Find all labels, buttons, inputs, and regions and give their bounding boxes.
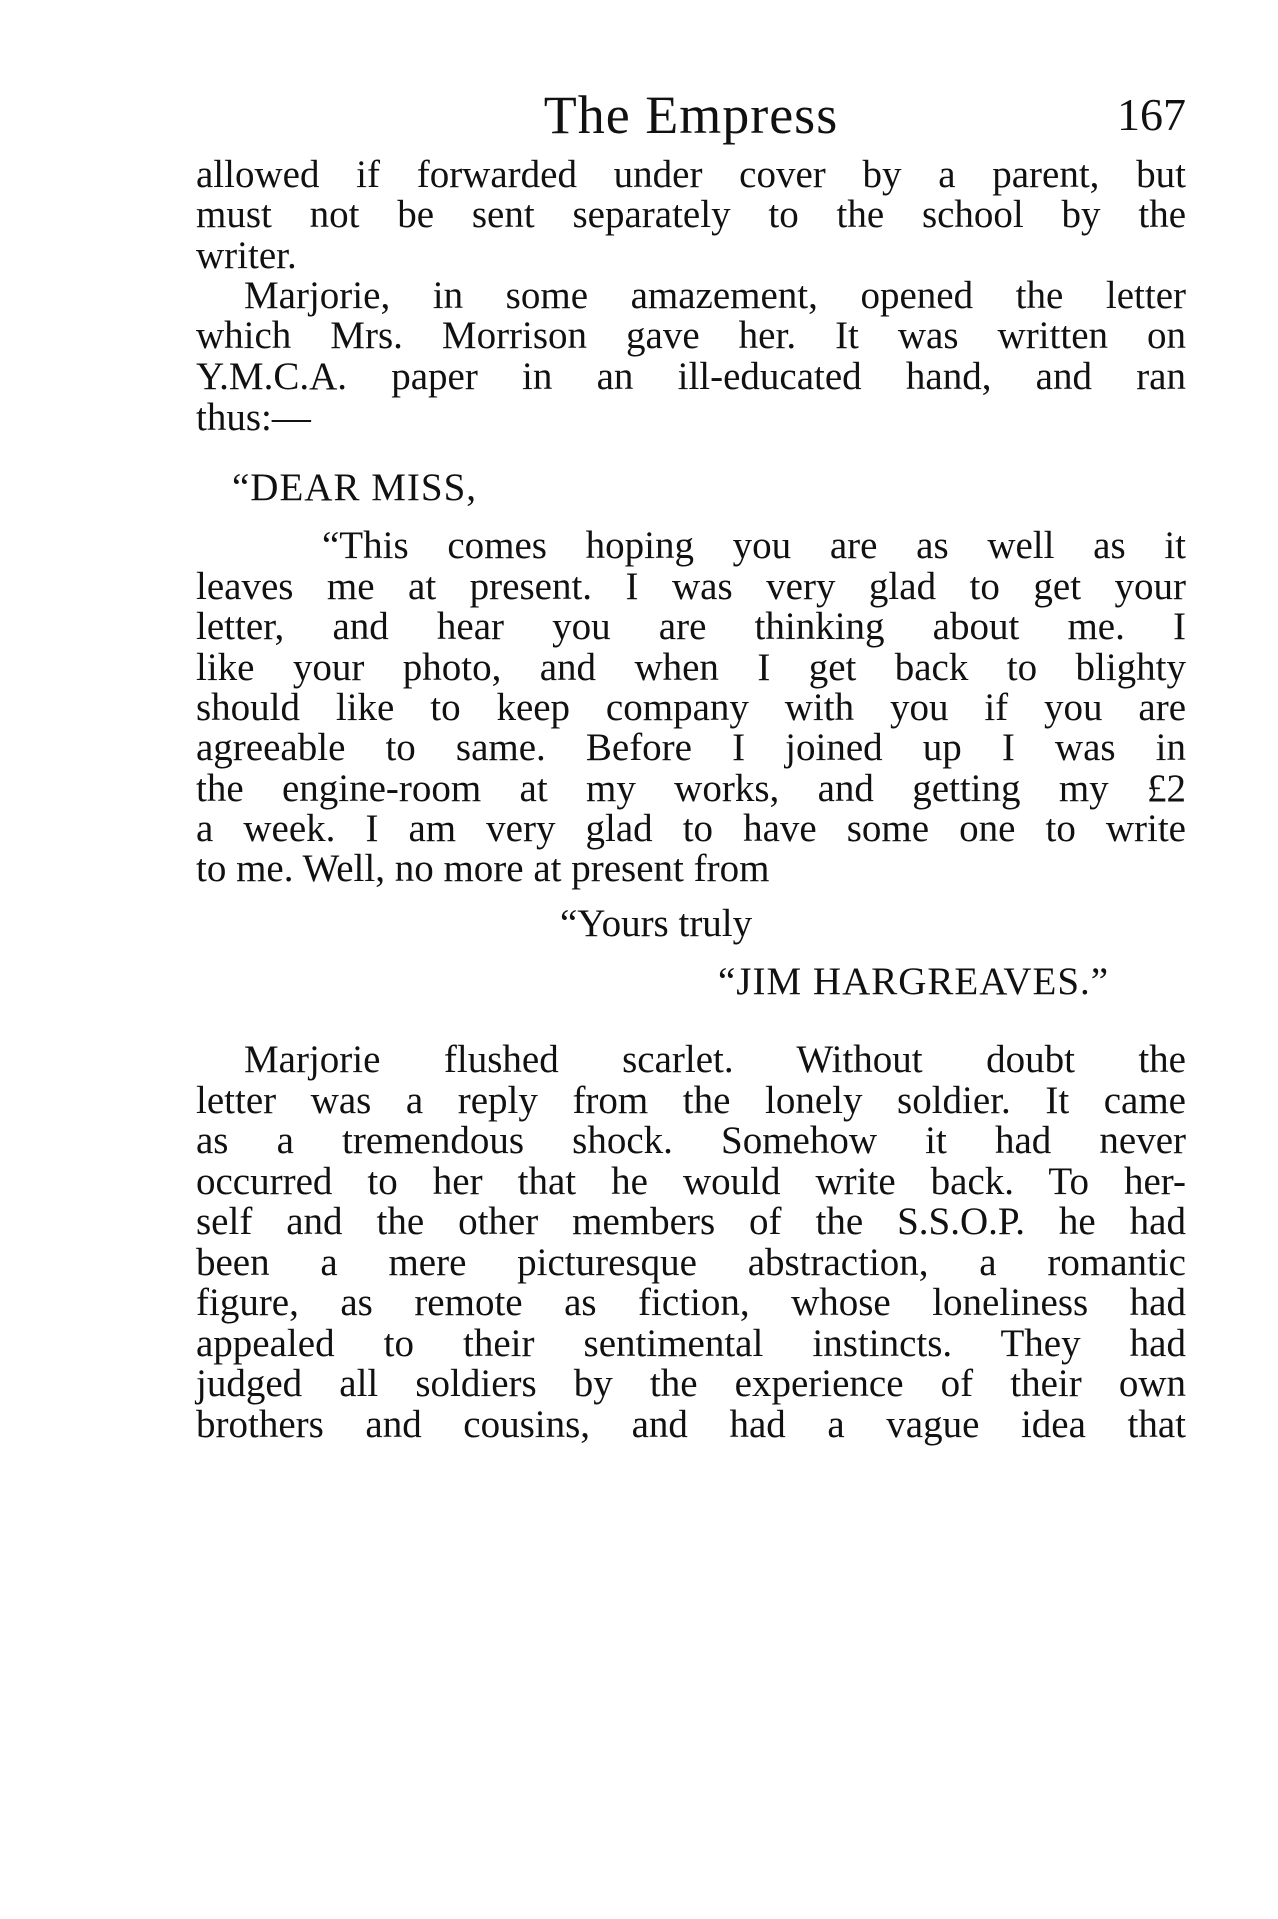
letter-line: “This comes hoping you are as well as it — [322, 524, 1186, 567]
letter-line: the engine-room at my works, and getting my £2 — [196, 767, 1186, 810]
running-title: The Empress — [543, 85, 839, 145]
text-line: writer. — [196, 234, 297, 277]
page-header — [196, 80, 1186, 150]
text-line: been a mere picturesque abstraction, a romantic — [196, 1241, 1186, 1284]
text-line: thus:— — [196, 396, 311, 439]
letter-line: to me. Well, no more at present from — [196, 847, 770, 890]
text-line: Y.M.C.A. paper in an ill-educated hand, and ran — [196, 355, 1186, 398]
letter-salutation: “DEAR MISS, — [232, 466, 478, 509]
page-number: 167 — [1117, 89, 1186, 140]
text-line: allowed if forwarded under cover by a parent, but — [196, 153, 1186, 196]
text-line: letter was a reply from the lonely soldier. It came — [196, 1079, 1186, 1122]
letter-line: letter, and hear you are thinking about me. I — [196, 605, 1186, 648]
text-line: Marjorie, in some amazement, opened the letter — [244, 274, 1186, 317]
letter-signature: “JIM HARGREAVES.” — [718, 960, 1110, 1003]
letter-line: like your photo, and when I get back to blighty — [196, 646, 1186, 689]
text-line: Marjorie flushed scarlet. Without doubt the — [244, 1038, 1186, 1081]
letter-line: agreeable to same. Before I joined up I was in — [196, 726, 1186, 769]
text-line: appealed to their sentimental instincts. They had — [196, 1322, 1186, 1365]
text-line: brothers and cousins, and had a vague idea that — [196, 1403, 1186, 1446]
letter-closing: “Yours truly — [560, 902, 753, 945]
text-line: must not be sent separately to the school by the — [196, 193, 1186, 236]
letter-line: should like to keep company with you if you are — [196, 686, 1186, 729]
text-line: figure, as remote as fiction, whose loneliness had — [196, 1281, 1186, 1324]
text-line: which Mrs. Morrison gave her. It was written on — [196, 314, 1186, 357]
text-line: as a tremendous shock. Somehow it had never — [196, 1119, 1186, 1162]
text-line: self and the other members of the S.S.O.P. he had — [196, 1200, 1186, 1243]
text-line: occurred to her that he would write back. To her- — [196, 1160, 1186, 1203]
letter-line: a week. I am very glad to have some one to write — [196, 807, 1186, 850]
letter-line: leaves me at present. I was very glad to get your — [196, 565, 1186, 608]
text-line: judged all soldiers by the experience of their own — [196, 1362, 1186, 1405]
